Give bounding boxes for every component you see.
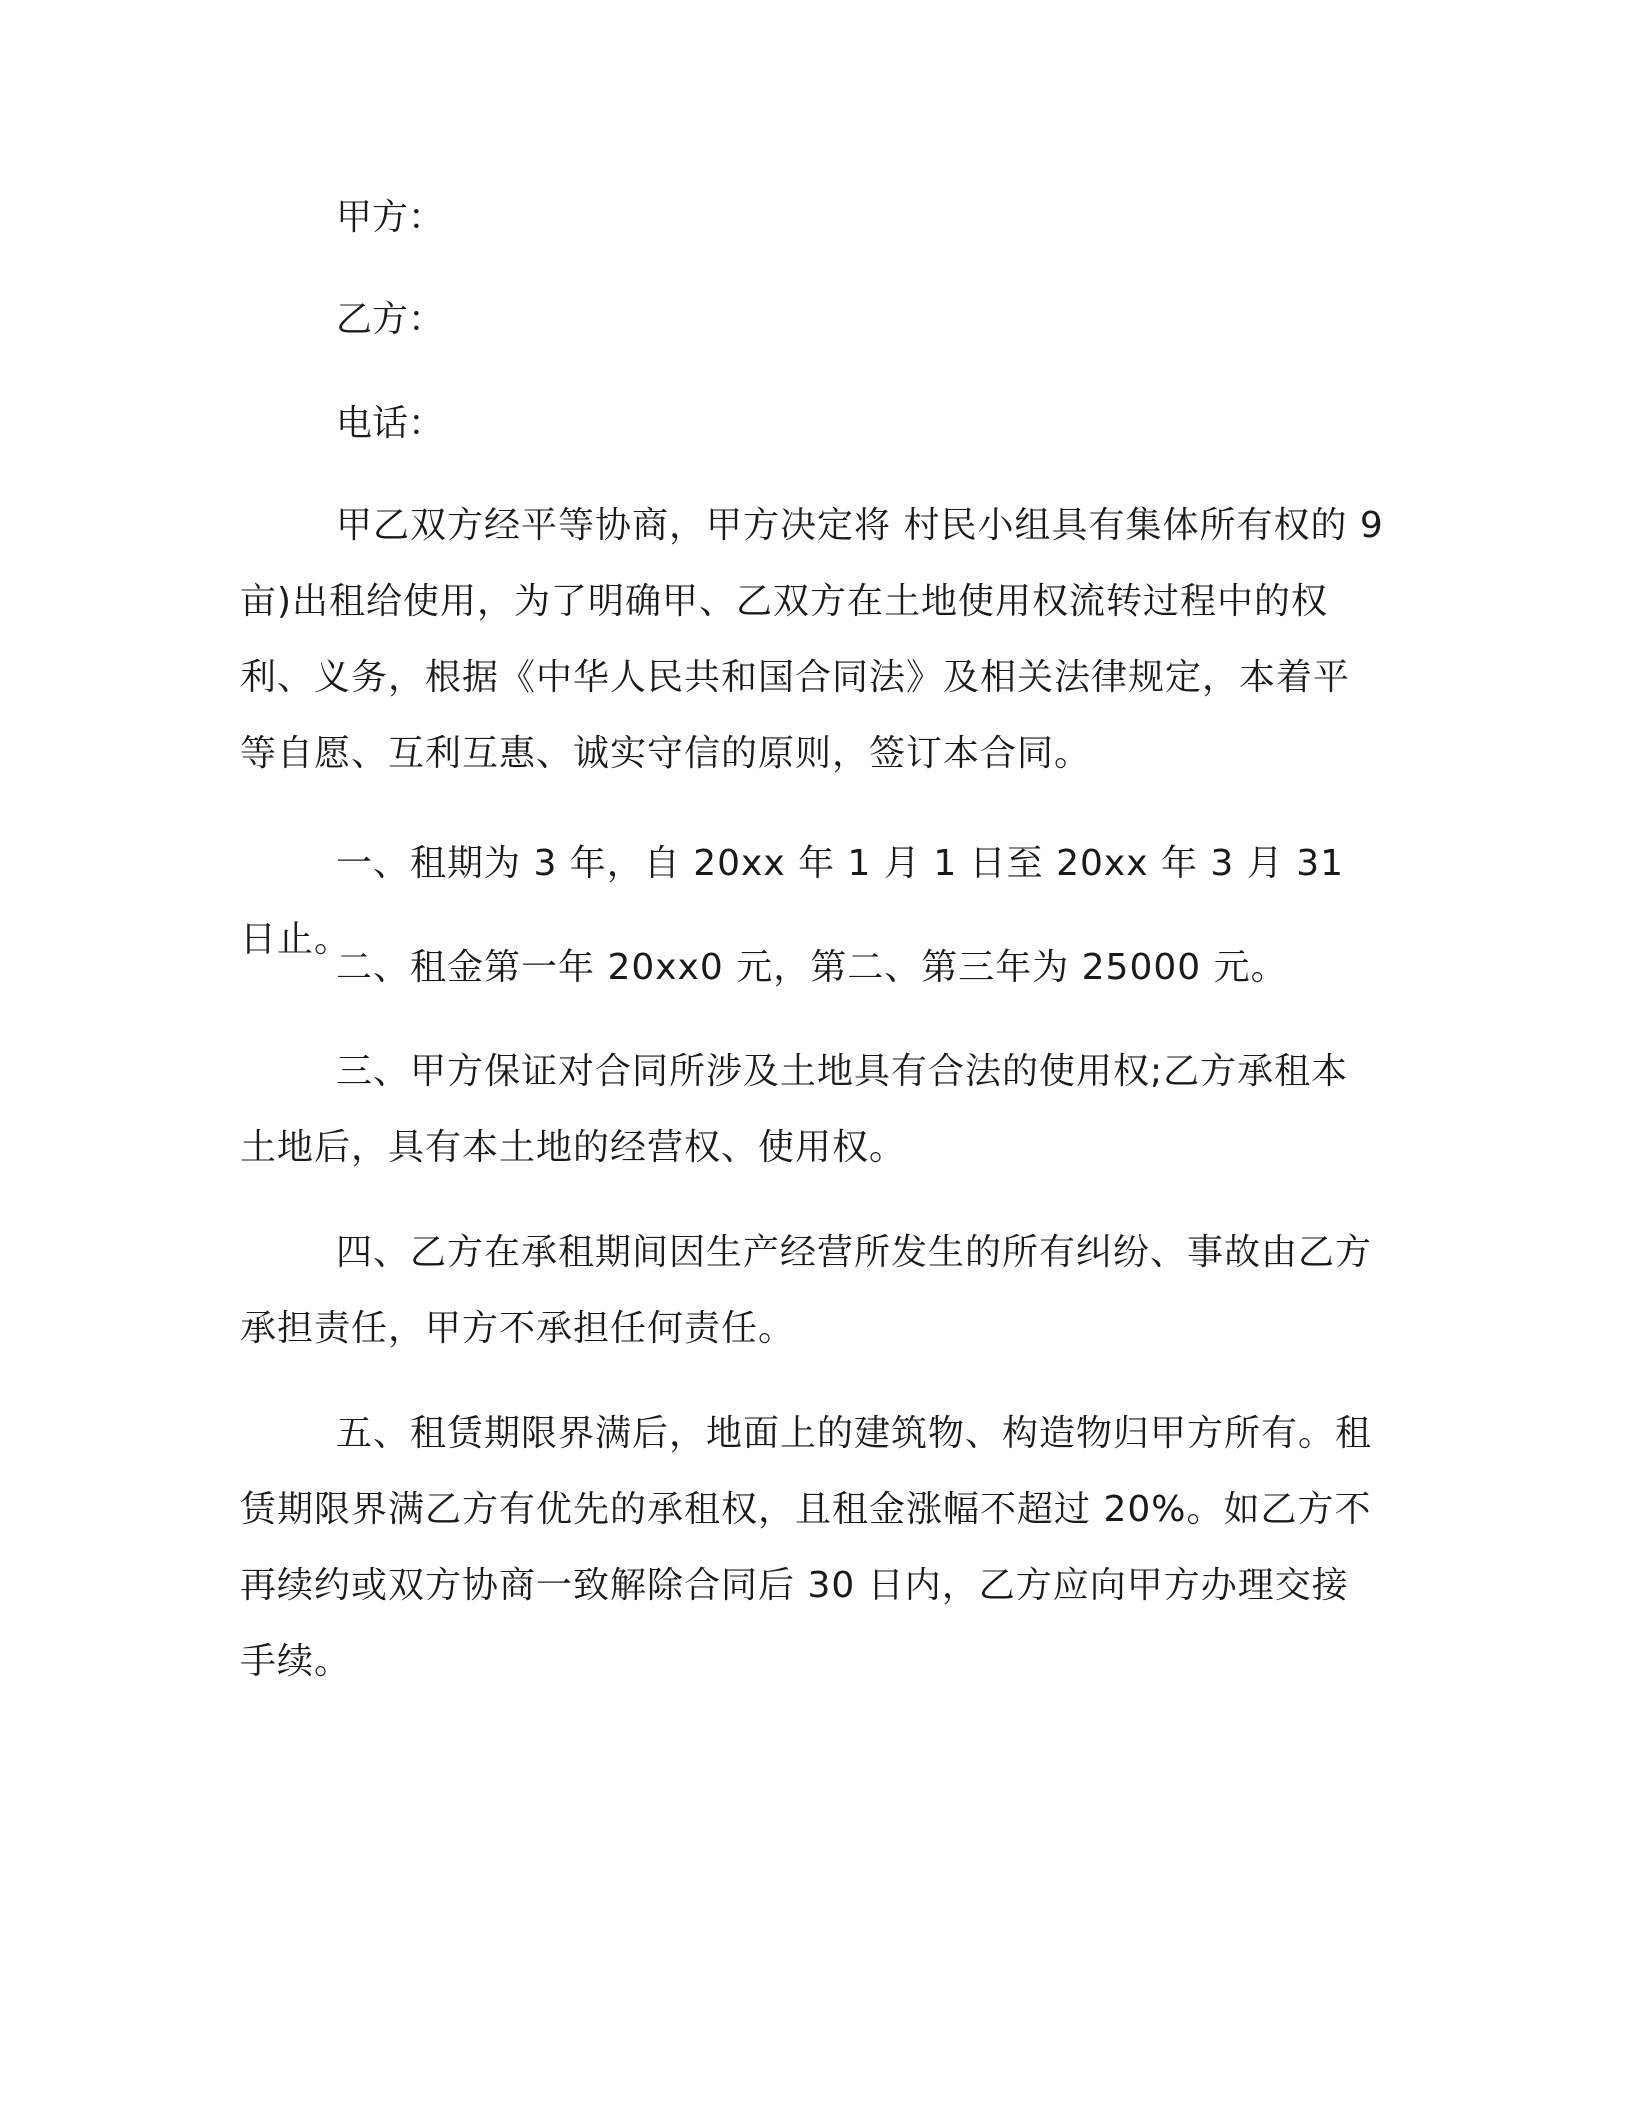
clause-2: 二、租金第一年 20xx0 元，第二、第三年为 25000 元。 xyxy=(336,947,1288,988)
phone-label: 电话： xyxy=(336,403,445,444)
intro-paragraph: 甲乙双方经平等协商，甲方决定将 村民小组具有集体所有权的 9 亩)出租给使用，为了明确甲、乙双方在土地使用权流转过程中的权利、义务，根据《中华人民共和国合同法》及相关法律规定，本着平等自愿、互利互惠、诚实守信的原则，签订本合同。 xyxy=(240,505,1384,774)
clause-1: 一、租期为 3 年，自 20xx 年 1 月 1 日至 20xx 年 3 月 31 日止。 xyxy=(240,843,1345,960)
party-a-label: 甲方： xyxy=(336,197,445,238)
clause-4: 四、乙方在承租期间因生产经营所发生的所有纠纷、事故由乙方承担责任，甲方不承担任何责任。 xyxy=(240,1232,1373,1349)
clause-5: 五、租赁期限界满后，地面上的建筑物、构造物归甲方所有。租赁期限界满乙方有优先的承租权，且租金涨幅不超过 20%。如乙方不再续约或双方协商一致解除合同后 30 日内，乙方应向甲方办理交接手续。 xyxy=(240,1413,1373,1682)
party-b-label: 乙方： xyxy=(336,299,445,340)
clause-3: 三、甲方保证对合同所涉及土地具有合法的使用权;乙方承租本土地后，具有本土地的经营权、使用权。 xyxy=(240,1051,1349,1168)
